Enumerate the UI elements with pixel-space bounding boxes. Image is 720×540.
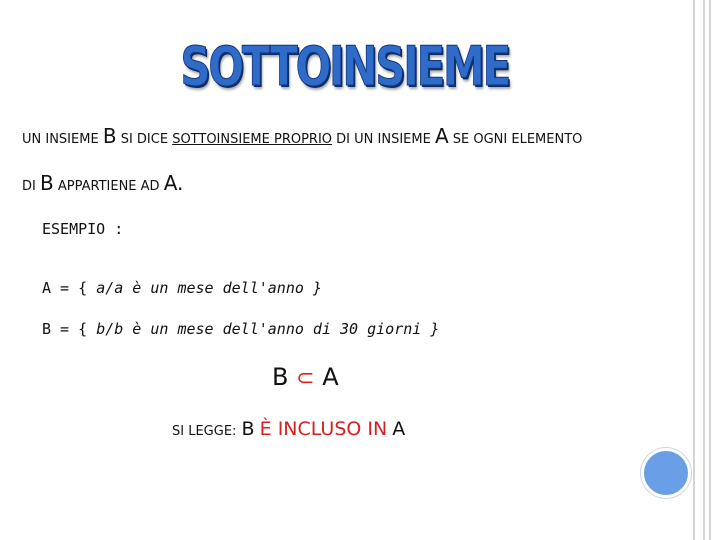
set-a-body: a/a è un mese dell'anno } bbox=[96, 279, 322, 297]
frame-line bbox=[693, 0, 695, 540]
definition-text: APPARTIENE AD bbox=[57, 179, 160, 194]
set-a-symbol: A bbox=[434, 124, 449, 148]
definition-text: UN INSIEME bbox=[22, 132, 99, 147]
decorative-circle bbox=[641, 448, 691, 498]
relation-right: A bbox=[322, 363, 339, 391]
definition-text: DI bbox=[22, 179, 36, 194]
set-a-symbol: A. bbox=[163, 171, 184, 195]
definition-line-1 bbox=[22, 124, 582, 148]
definition-line-2 bbox=[22, 171, 183, 195]
example-label: ESEMPIO : bbox=[42, 220, 124, 238]
slide-title-text: SOTTOINSIEME bbox=[180, 34, 510, 98]
reading-prefix: SI LEGGE: bbox=[172, 424, 237, 439]
reading-phrase: È INCLUSO IN bbox=[259, 418, 388, 440]
set-b-name: B = { bbox=[42, 320, 88, 338]
reading-subject: B bbox=[241, 418, 255, 440]
frame-line bbox=[703, 0, 705, 540]
definition-text: DI UN INSIEME bbox=[336, 132, 431, 147]
set-b-body: b/b è un mese dell'anno di 30 giorni } bbox=[96, 320, 440, 338]
slide-title bbox=[180, 26, 510, 106]
frame-line bbox=[709, 0, 711, 540]
set-b-symbol: B bbox=[40, 171, 54, 195]
set-a-definition bbox=[42, 279, 322, 297]
subset-relation bbox=[272, 363, 339, 391]
reading-line bbox=[172, 418, 405, 440]
relation-left: B bbox=[272, 363, 289, 391]
reading-object: A bbox=[392, 418, 406, 440]
set-b-symbol: B bbox=[102, 124, 117, 148]
definition-text: SI DICE bbox=[120, 132, 169, 147]
subset-symbol: ⊂ bbox=[296, 366, 315, 391]
definition-text: SE OGNI ELEMENTO bbox=[452, 132, 583, 147]
defined-term: SOTTOINSIEME PROPRIO bbox=[172, 132, 333, 147]
set-a-name: A = { bbox=[42, 279, 88, 297]
set-b-definition bbox=[42, 320, 439, 338]
